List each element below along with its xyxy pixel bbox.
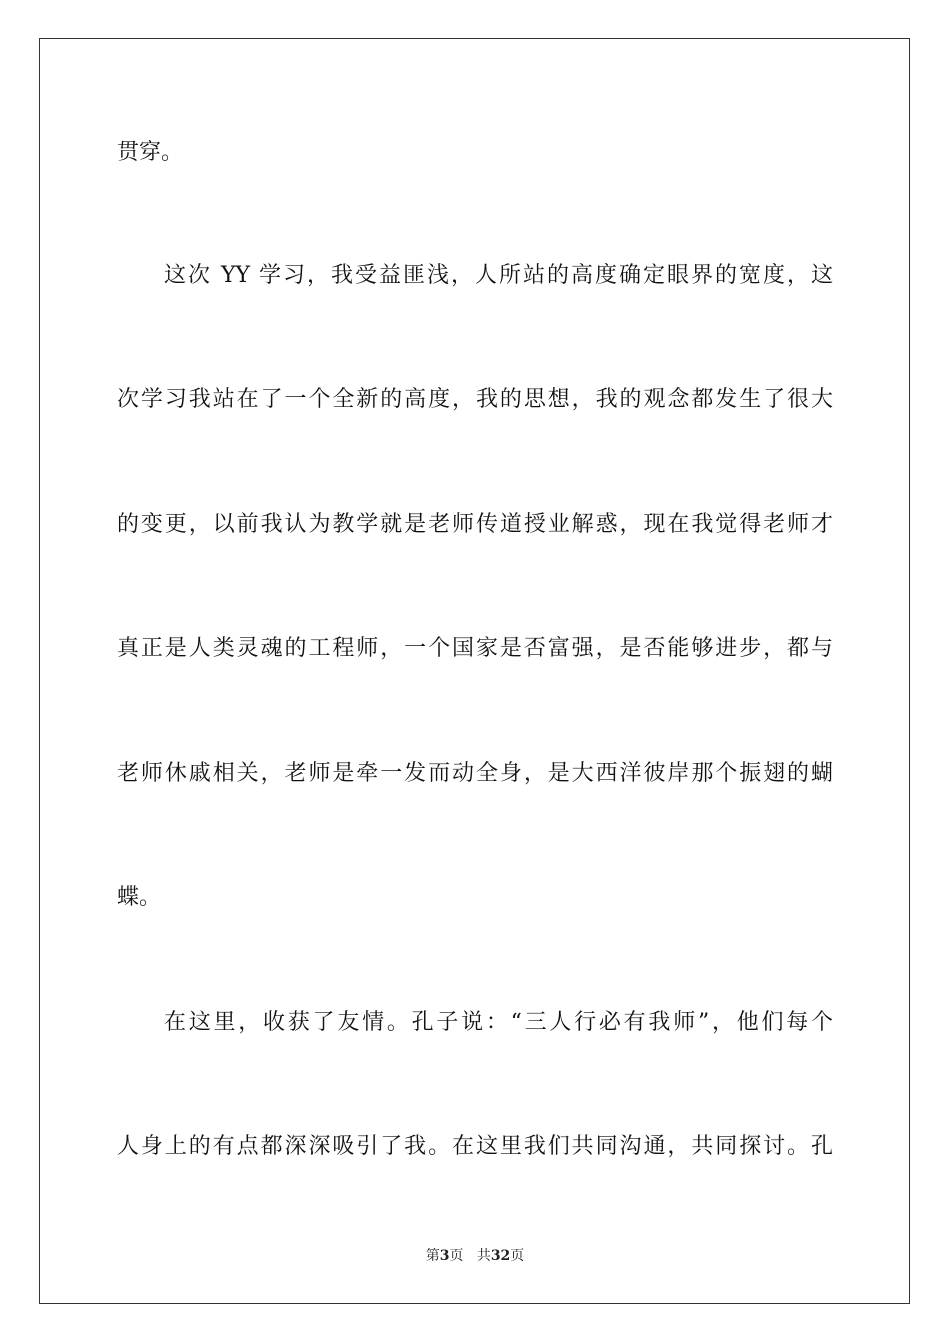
text-line-2: 这次 YY 学习，我受益匪浅，人所站的高度确定眼界的宽度，这	[164, 263, 833, 288]
text-line-6: 老师休戚相关，老师是牵一发而动全身，是大西洋彼岸那个振翅的蝴	[117, 761, 833, 786]
page-border	[39, 38, 910, 1304]
text-line-4: 的变更，以前我认为教学就是老师传道授业解惑，现在我觉得老师才	[117, 512, 833, 537]
footer-total-prefix: 共	[476, 1248, 491, 1264]
footer-page-number: 3	[439, 1248, 450, 1264]
footer-page-suffix: 页	[449, 1248, 464, 1264]
footer-page-prefix: 第	[425, 1248, 440, 1264]
text-line-9: 人身上的有点都深深吸引了我。在这里我们共同沟通，共同探讨。孔	[117, 1134, 833, 1159]
text-line-3: 次学习我站在了一个全新的高度，我的思想，我的观念都发生了很大	[117, 387, 833, 412]
text-line-8: 在这里，收获了友情。孔子说：“三人行必有我师”，他们每个	[164, 1010, 833, 1035]
footer-total-suffix: 页	[510, 1248, 525, 1264]
page-footer	[0, 1247, 950, 1265]
footer-total-number: 32	[490, 1248, 511, 1264]
text-line-5: 真正是人类灵魂的工程师，一个国家是否富强，是否能够进步，都与	[117, 636, 833, 661]
text-line-7: 蝶。	[117, 885, 162, 910]
text-line-1: 贯穿。	[117, 140, 184, 165]
